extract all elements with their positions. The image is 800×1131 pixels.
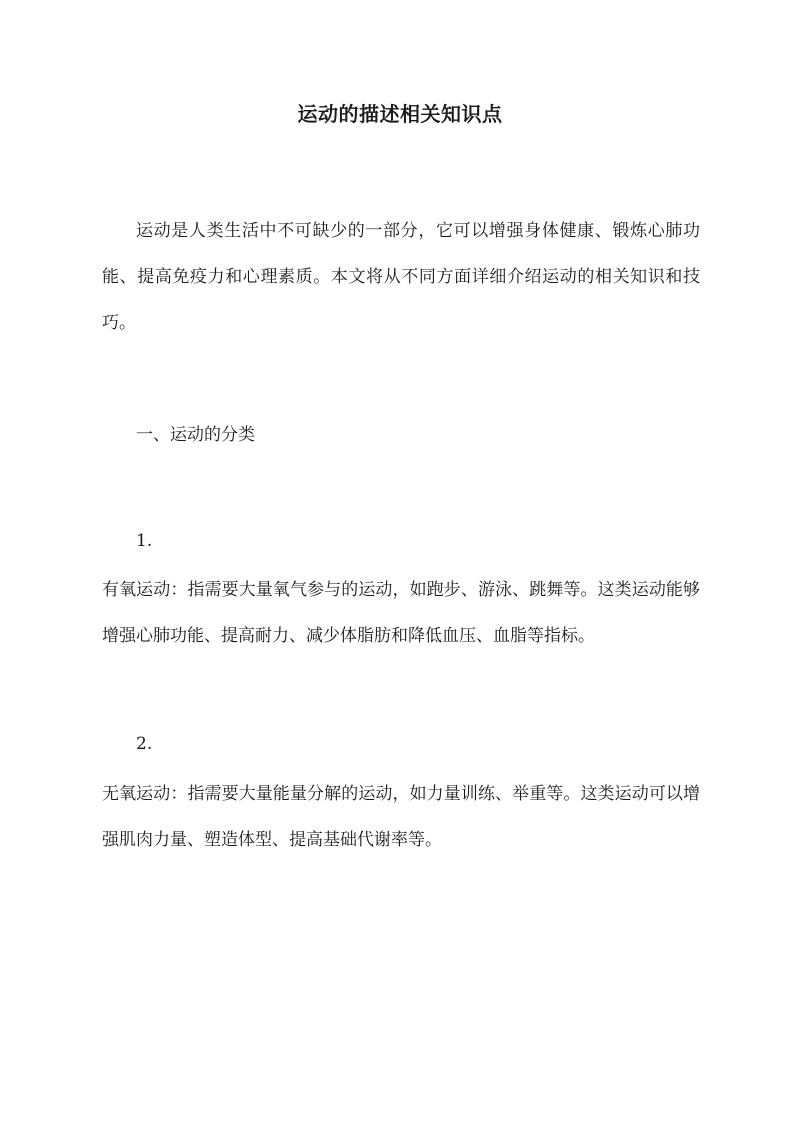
intro-paragraph: 运动是人类生活中不可缺少的一部分，它可以增强身体健康、锻炼心肺功能、提高免疫力和心理素质。本文将从不同方面详细介绍运动的相关知识和技巧。 xyxy=(102,221,700,333)
list-item-number: 2. xyxy=(136,734,153,754)
document-title: 运动的描述相关知识点 xyxy=(297,102,503,126)
list-item-text: 有氧运动：指需要大量氧气参与的运动，如跑步、游泳、跳舞等。这类运动能够增强心肺功能、提高耐力、减少体脂肪和降低血压、血脂等指标。 xyxy=(102,580,700,646)
list-item-number: 1. xyxy=(136,531,153,551)
list-item-text: 无氧运动：指需要大量能量分解的运动，如力量训练、举重等。这类运动可以增强肌肉力量、塑造体型、提高基础代谢率等。 xyxy=(102,784,700,850)
section-heading: 一、运动的分类 xyxy=(136,425,255,445)
